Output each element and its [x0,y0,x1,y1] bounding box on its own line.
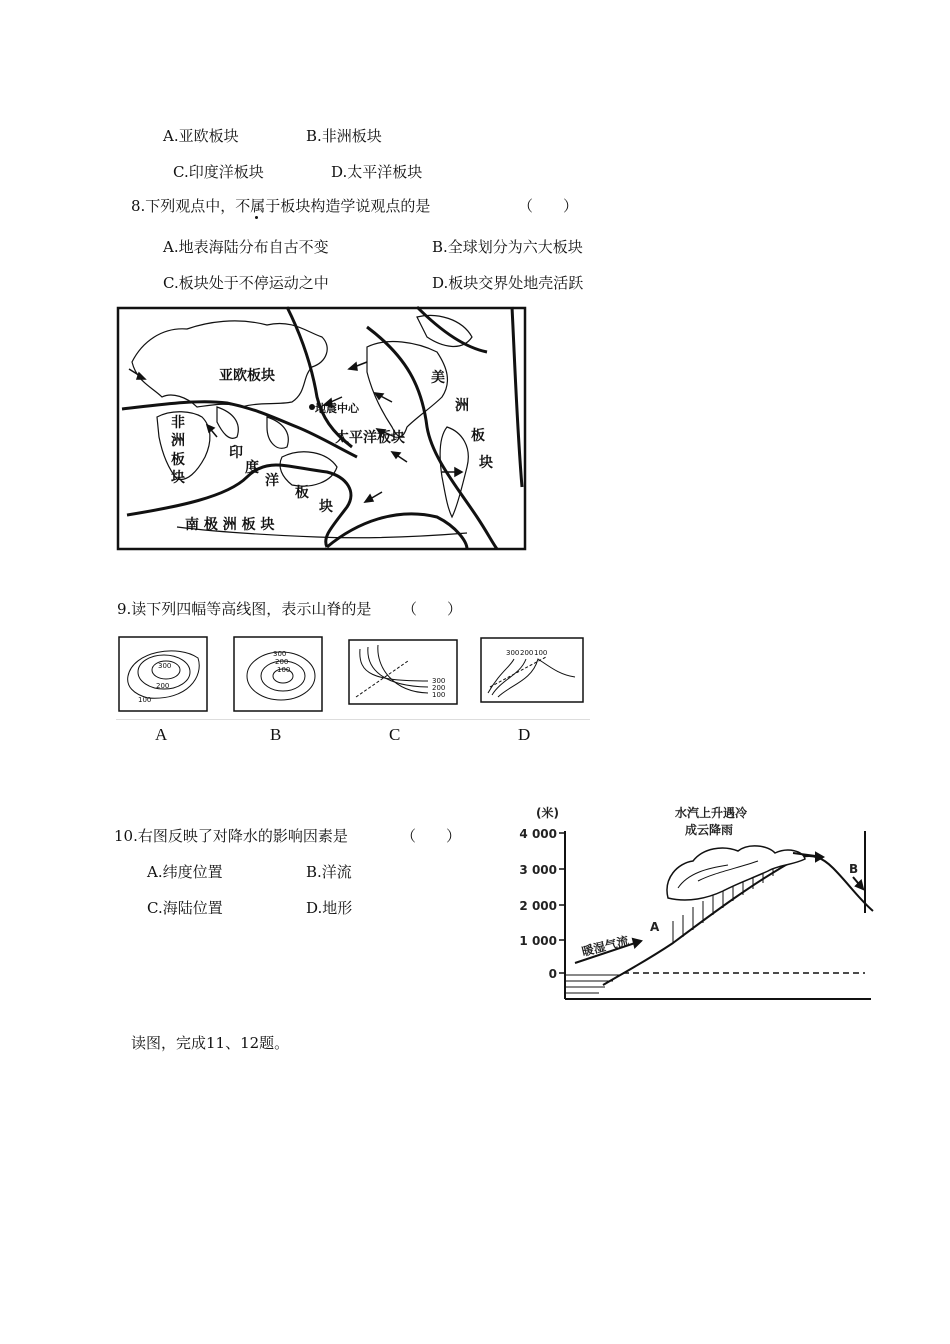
label-america-3: 板 [471,428,485,444]
y-tick-4000: 4 000 [519,827,557,841]
panel-label-a: A [155,725,168,744]
contour-c-100: 100 [432,691,446,699]
diagram-title-line2: 成云降雨 [685,823,734,837]
contour-b-300: 300 [273,650,287,658]
q9-stem: 9.读下列四幅等高线图，表示山脊的是 [117,600,372,618]
label-africa-4: 块 [171,470,185,486]
label-africa-1: 非 [171,415,185,431]
q8-option-c: C.板块处于不停运动之中 [163,274,329,292]
label-indian-2: 度 [245,460,259,476]
contour-a-100: 100 [138,696,152,704]
q8-bracket: （ ） [518,197,579,215]
label-africa-3: 板 [171,452,185,468]
orographic-rain-diagram [513,803,873,1003]
point-b: B [849,862,859,876]
label-america-1: 美 [431,370,445,386]
airflow-label: 暖湿气流 [580,933,631,959]
q10-bracket: （ ） [401,827,462,845]
diagram-title-line1: 水汽上升遇冷 [675,806,748,820]
contour-map-d [480,637,584,703]
panel-label-d: D [518,725,531,744]
contour-baseline [116,719,590,720]
label-eurasia: 亚欧板块 [219,368,275,384]
q9-bracket: （ ） [402,600,463,618]
contour-d-300: 300 [506,649,520,657]
contour-map-b [233,636,323,712]
contour-a-200: 200 [156,682,170,690]
label-antarctic: 南 极 洲 板 块 [185,517,275,533]
label-epicenter: 地震中心 [315,402,359,415]
q8-option-b: B.全球划分为六大板块 [432,238,583,256]
label-indian-5: 块 [319,499,333,515]
contour-b-200: 200 [275,658,289,666]
y-tick-3000: 3 000 [519,863,557,877]
q10-option-a: A.纬度位置 [147,863,223,881]
label-indian-1: 印 [229,445,243,461]
y-tick-0: 0 [548,967,557,981]
point-a: A [650,920,660,934]
q8-option-a: A.地表海陆分布自古不变 [163,238,329,256]
y-unit: (米) [536,806,559,820]
q7-option-d: D.太平洋板块 [331,163,423,181]
panel-label-b: B [270,725,282,744]
q10-stem: 10.右图反映了对降水的影响因素是 [114,827,348,845]
contour-c-300: 300 [432,677,446,685]
q7-option-c: C.印度洋板块 [173,163,264,181]
q10-option-d: D.地形 [306,899,353,917]
y-tick-1000: 1 000 [519,934,557,948]
q10-option-c: C.海陆位置 [147,899,223,917]
label-pacific: 太平洋板块 [335,430,405,446]
emphasis-dot [255,216,258,219]
panel-label-c: C [389,725,401,744]
q8-option-d: D.板块交界处地壳活跃 [432,274,584,292]
contour-d-100: 100 [534,649,548,657]
label-indian-3: 洋 [265,473,279,489]
label-africa-2: 洲 [171,433,185,449]
contour-map-c [348,639,458,705]
q7-option-b: B.非洲板块 [306,127,382,145]
y-tick-2000: 2 000 [519,899,557,913]
q8-stem: 8.下列观点中，不属于板块构造学说观点的是 [131,197,431,215]
label-america-4: 块 [479,455,493,471]
contour-d-200: 200 [520,649,534,657]
contour-b-100: 100 [277,666,291,674]
plate-map [117,307,527,551]
q7-option-a: A.亚欧板块 [163,127,239,145]
contour-map-a [118,636,208,712]
footer-instruction: 读图，完成11、12题。 [131,1034,290,1052]
contour-c-200: 200 [432,684,446,692]
label-indian-4: 板 [295,485,309,501]
label-america-2: 洲 [455,398,469,414]
contour-a-300: 300 [158,662,172,670]
q10-option-b: B.洋流 [306,863,352,881]
